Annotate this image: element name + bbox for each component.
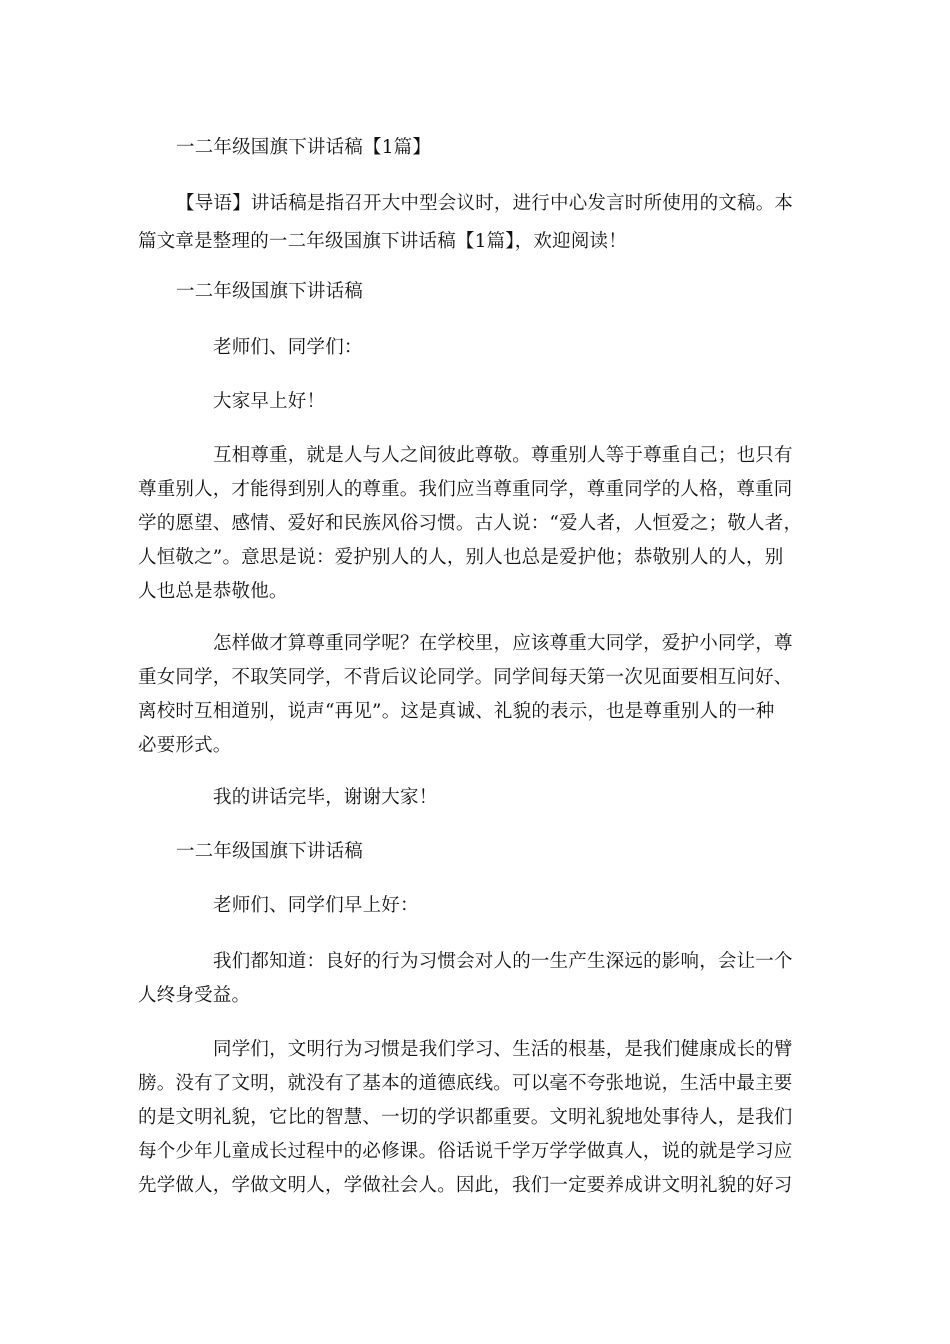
paragraph-line: 人恒敬之”。意思是说：爱护别人的人，别人也总是爱护他；恭敬别人的人，别 (138, 547, 784, 568)
paragraph-line: 膀。没有了文明，就没有了基本的道德底线。可以毫不夸张地说，生活中最主要 (138, 1073, 793, 1094)
intro-line: 篇文章是整理的一二年级国旗下讲话稿【1篇】，欢迎阅读！ (138, 231, 627, 252)
paragraph-line: 离校时互相道别，说声“再见”。这是真诚、礼貌的表示，也是尊重别人的一种 (138, 701, 775, 722)
salutation: 老师们、同学们早上好： (213, 895, 419, 916)
document-title: 一二年级国旗下讲话稿【1篇】 (176, 137, 432, 158)
paragraph-line: 必要形式。 (138, 735, 232, 756)
salutation: 老师们、同学们： (213, 337, 363, 358)
intro-line: 【导语】讲话稿是指召开大中型会议时，进行中心发言时所使用的文稿。本 (176, 193, 794, 214)
paragraph-line: 先学做人，学做文明人，学做社会人。因此，我们一定要养成讲文明礼貌的好习 (138, 1175, 793, 1196)
paragraph-line: 每个少年儿童成长过程中的必修课。俗话说千学万学学做真人，说的就是学习应 (138, 1141, 793, 1162)
greeting: 大家早上好！ (213, 391, 326, 412)
paragraph-line: 我们都知道：良好的行为习惯会对人的一生产生深远的影响，会让一个 (213, 951, 793, 972)
paragraph-line: 互相尊重，就是人与人之间彼此尊敬。尊重别人等于尊重自己；也只有 (213, 445, 793, 466)
paragraph-line: 人也总是恭敬他。 (138, 581, 288, 602)
paragraph-line: 学的愿望、感情、爱好和民族风俗习惯。古人说：“爱人者，人恒爱之；敬人者， (138, 513, 803, 534)
section-heading: 一二年级国旗下讲话稿 (176, 841, 364, 862)
paragraph-line: 人终身受益。 (138, 985, 251, 1006)
paragraph-line: 的是文明礼貌，它比的智慧、一切的学识都重要。文明礼貌地处事待人，是我们 (138, 1107, 793, 1128)
paragraph-line: 尊重别人，才能得到别人的尊重。我们应当尊重同学，尊重同学的人格，尊重同 (138, 479, 793, 500)
paragraph-line: 同学们，文明行为习惯是我们学习、生活的根基，是我们健康成长的臂 (213, 1039, 793, 1060)
paragraph-line: 重女同学，不取笑同学，不背后议论同学。同学间每天第一次见面要相互问好、 (138, 667, 793, 688)
paragraph-line: 怎样做才算尊重同学呢？在学校里，应该尊重大同学，爱护小同学，尊 (213, 633, 793, 654)
closing-line: 我的讲话完毕，谢谢大家！ (213, 787, 438, 808)
section-heading: 一二年级国旗下讲话稿 (176, 281, 364, 302)
